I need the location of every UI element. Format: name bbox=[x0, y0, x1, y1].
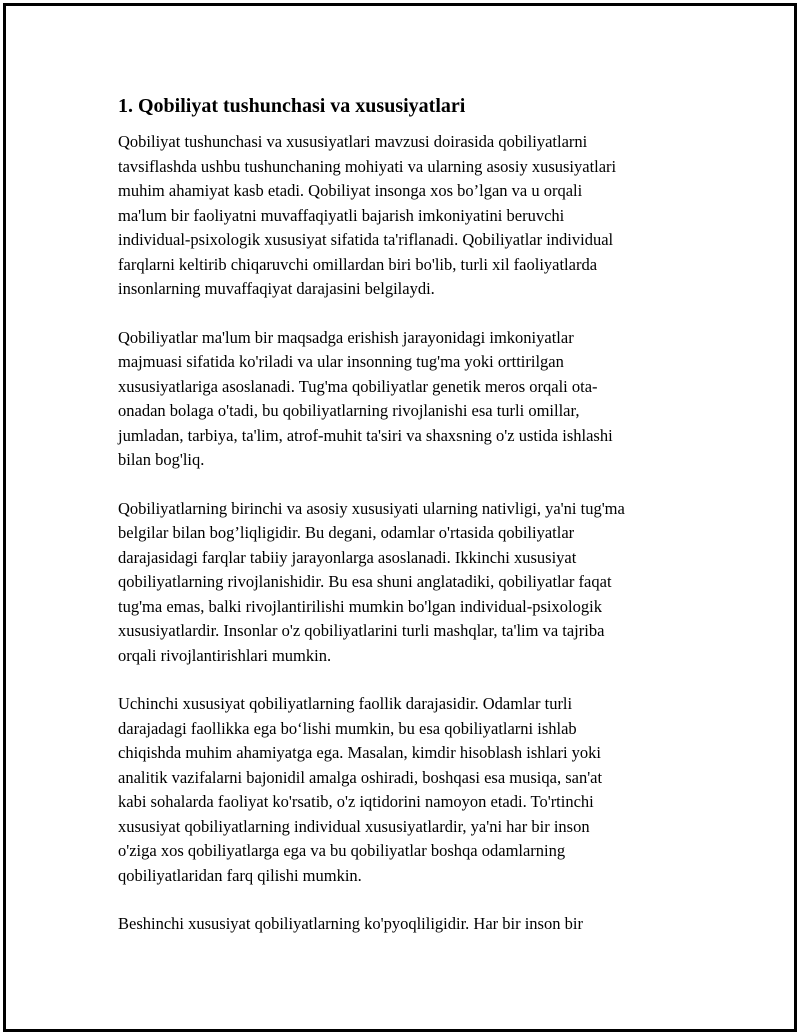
text-line: o'ziga xos qobiliyatlarga ega va bu qobiliyatlar boshqa odamlarning bbox=[118, 841, 566, 860]
text-line: darajasidagi farqlar tabiiy jarayonlarga asoslanadi. Ikkinchi xususiyat bbox=[118, 547, 577, 567]
paragraph-5 bbox=[118, 912, 698, 937]
text-line: tug'ma emas, balki rivojlantirilishi mumkin bo'lgan individual-psixologik bbox=[118, 596, 602, 616]
text-line: Uchinchi xususiyat qobiliyatlarning faollik darajasidir. Odamlar turli bbox=[118, 694, 573, 713]
text-line: chiqishda muhim ahamiyatga ega. Masalan, kimdir hisoblash ishlari yoki bbox=[118, 743, 601, 762]
text-line: farqlarni keltirib chiqaruvchi omillardan biri bo'lib, turli xil faoliyatlarda bbox=[118, 254, 598, 274]
text-line: Qobiliyatlar ma'lum bir maqsadga erishish jarayonidagi imkoniyatlar bbox=[118, 327, 574, 347]
text-line: analitik vazifalarni bajonidil amalga oshiradi, boshqasi esa musiqa, san'at bbox=[118, 767, 603, 787]
text-line: qobiliyatlaridan farq qilishi mumkin. bbox=[118, 865, 362, 885]
paragraph-2 bbox=[118, 326, 698, 473]
text-line: Qobiliyat tushunchasi va xususiyatlari mavzusi doirasida qobiliyatlarni bbox=[118, 132, 588, 151]
text-line: muhim ahamiyat kasb etadi. Qobiliyat insonga xos bo’lgan va u orqali bbox=[118, 181, 583, 200]
text-line: onadan bolaga o'tadi, bu qobiliyatlarning rivojlanishi esa turli omillar, bbox=[118, 401, 580, 420]
text-line: insonlarning muvaffaqiyat darajasini belgilaydi. bbox=[118, 279, 435, 298]
text-line: darajadagi faollikka ega bo‘lishi mumkin, bu esa qobiliyatlarni ishlab bbox=[118, 718, 577, 738]
text-line: individual-psixologik xususiyat sifatida ta'riflanadi. Qobiliyatlar individual bbox=[118, 230, 614, 249]
paragraph-4 bbox=[118, 692, 698, 888]
text-line: bilan bog'liq. bbox=[118, 450, 205, 469]
text-line: kabi sohalarda faoliyat ko'rsatib, o'z iqtidorini namoyon etadi. To'rtinchi bbox=[118, 792, 594, 811]
text-line: qobiliyatlarning rivojlanishidir. Bu esa shuni anglatadiki, qobiliyatlar faqat bbox=[118, 572, 612, 591]
text-line: tavsiflashda ushbu tushunchaning mohiyati va ularning asosiy xususiyatlari bbox=[118, 156, 617, 176]
text-line: xususiyat qobiliyatlarning individual xususiyatlardir, ya'ni har bir inson bbox=[118, 816, 590, 836]
text-line: Qobiliyatlarning birinchi va asosiy xususiyati ularning nativligi, ya'ni tug'ma bbox=[118, 498, 625, 518]
section-title: 1. Qobiliyat tushunchasi va xususiyatlari bbox=[118, 95, 466, 117]
text-line: belgilar bilan bog’liqligidir. Bu degani, odamlar o'rtasida qobiliyatlar bbox=[118, 523, 575, 542]
paragraph-1 bbox=[118, 130, 698, 302]
text-line: ma'lum bir faoliyatni muvaffaqiyatli bajarish imkoniyatini beruvchi bbox=[118, 205, 565, 225]
text-line: xususiyatlariga asoslanadi. Tug'ma qobiliyatlar genetik meros orqali ota- bbox=[118, 376, 598, 396]
document-body bbox=[118, 92, 698, 961]
text-line: jumladan, tarbiya, ta'lim, atrof-muhit ta'siri va shaxsning o'z ustida ishlashi bbox=[118, 425, 613, 445]
paragraph-3 bbox=[118, 497, 698, 669]
text-line: Beshinchi xususiyat qobiliyatlarning ko'pyoqliligidir. Har bir inson bir bbox=[118, 914, 583, 933]
text-line: orqali rivojlantirishlari mumkin. bbox=[118, 645, 332, 665]
text-line: majmuasi sifatida ko'riladi va ular insonning tug'ma yoki orttirilgan bbox=[118, 352, 564, 371]
text-line: xususiyatlardir. Insonlar o'z qobiliyatlarini turli mashqlar, ta'lim va tajriba bbox=[118, 621, 605, 640]
